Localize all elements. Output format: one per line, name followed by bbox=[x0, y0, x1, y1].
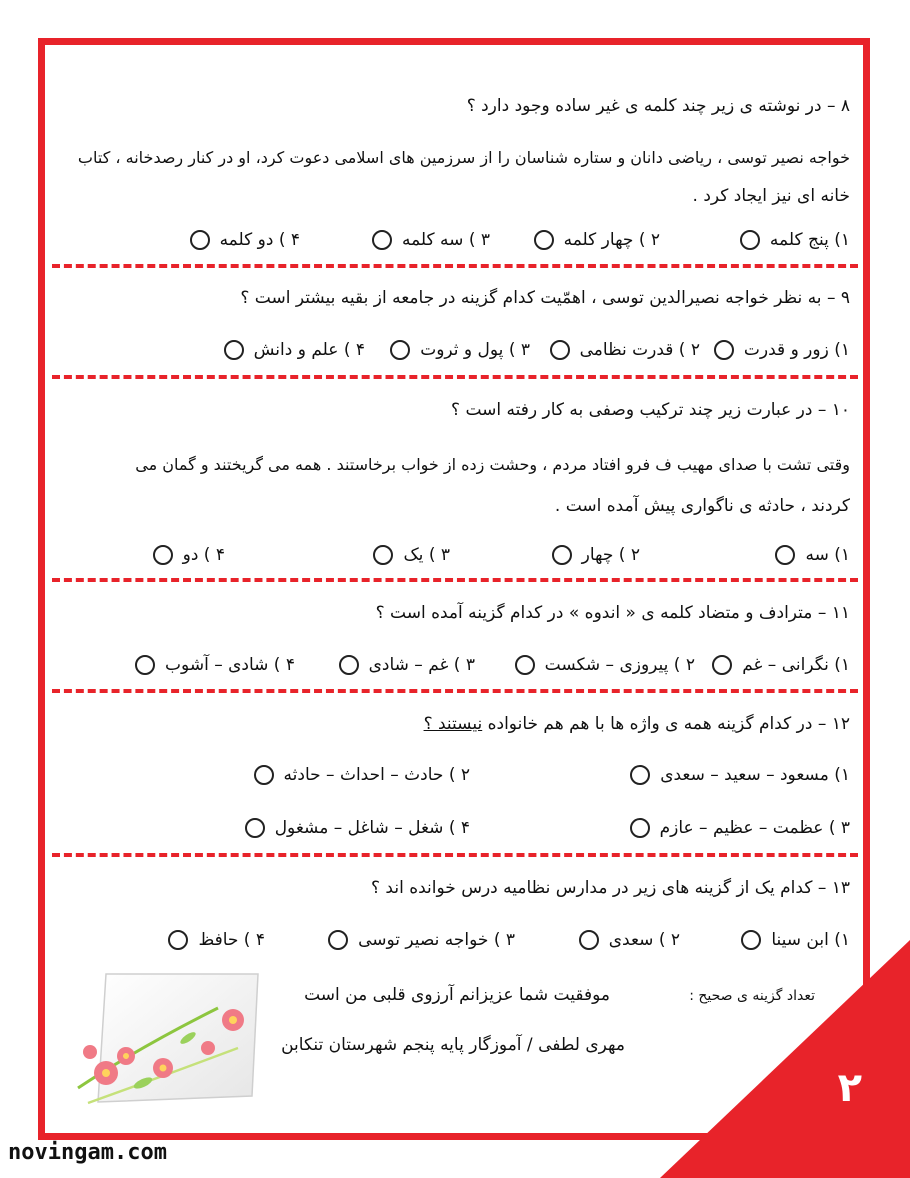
radio-circle[interactable] bbox=[153, 545, 173, 565]
q13-option-3[interactable] bbox=[328, 930, 515, 950]
radio-circle[interactable] bbox=[135, 655, 155, 675]
separator bbox=[52, 264, 858, 268]
radio-circle[interactable] bbox=[245, 818, 265, 838]
q10-option-3[interactable] bbox=[373, 545, 450, 565]
radio-circle[interactable] bbox=[373, 545, 393, 565]
q9-option-2[interactable] bbox=[550, 340, 700, 360]
q8-option-3[interactable] bbox=[372, 230, 490, 250]
q8-passage-line1: خواجه نصیر توسی ، ریاضی دانان و ستاره شناسان را از سرزمین های اسلامی دعوت کرد، او در کنار رصدخانه ، کتاب bbox=[77, 148, 850, 167]
flower-card-illustration bbox=[68, 968, 268, 1113]
q10-option-2[interactable] bbox=[552, 545, 640, 565]
q9-question: ۹ – به نظر خواجه نصیرالدین توسی ، اهمّیت کدام گزینه در جامعه از بقیه بیشتر است ؟ bbox=[240, 288, 850, 308]
radio-circle[interactable] bbox=[190, 230, 210, 250]
option-label: ۱) سه bbox=[805, 545, 850, 565]
q12-question-main: ۱۲ – در کدام گزینه همه ی واژه ها با هم هم خانواده bbox=[487, 714, 850, 734]
option-label: ۲ ) قدرت نظامی bbox=[579, 340, 700, 360]
q12-option-3[interactable] bbox=[630, 818, 850, 838]
radio-circle[interactable] bbox=[550, 340, 570, 360]
q12-option-4[interactable] bbox=[245, 818, 470, 838]
option-label: ۲ ) پیروزی – شکست bbox=[544, 655, 695, 675]
q10-question: ۱۰ – در عبارت زیر چند ترکیب وصفی به کار رفته است ؟ bbox=[451, 400, 850, 420]
option-label: ۱) ابن سینا bbox=[771, 930, 850, 950]
radio-circle[interactable] bbox=[740, 230, 760, 250]
radio-circle[interactable] bbox=[630, 818, 650, 838]
q13-option-4[interactable] bbox=[168, 930, 265, 950]
q8-option-4[interactable] bbox=[190, 230, 300, 250]
q13-option-1[interactable] bbox=[741, 930, 850, 950]
radio-circle[interactable] bbox=[552, 545, 572, 565]
option-label: ۱) پنج کلمه bbox=[769, 230, 850, 250]
radio-circle[interactable] bbox=[224, 340, 244, 360]
option-label: ۳ ) یک bbox=[403, 545, 450, 565]
option-label: ۲ ) سعدی bbox=[608, 930, 680, 950]
option-label: ۴ ) دو کلمه bbox=[219, 230, 300, 250]
option-label: ۱) مسعود – سعید – سعدی bbox=[660, 765, 850, 785]
option-label: ۲ ) حادث – احداث – حادثه bbox=[283, 765, 470, 785]
q9-option-1[interactable] bbox=[714, 340, 850, 360]
option-label: ۳ ) پول و ثروت bbox=[420, 340, 530, 360]
radio-circle[interactable] bbox=[515, 655, 535, 675]
q9-option-4[interactable] bbox=[224, 340, 365, 360]
radio-circle[interactable] bbox=[390, 340, 410, 360]
radio-circle[interactable] bbox=[534, 230, 554, 250]
separator bbox=[52, 375, 858, 379]
correct-count-label: تعداد گزینه ی صحیح : bbox=[689, 988, 815, 1004]
radio-circle[interactable] bbox=[168, 930, 188, 950]
option-label: ۴ ) دو bbox=[182, 545, 225, 565]
option-label: ۳ ) خواجه نصیر توسی bbox=[358, 930, 515, 950]
corner-triangle bbox=[660, 940, 910, 1178]
q11-option-4[interactable] bbox=[135, 655, 295, 675]
radio-circle[interactable] bbox=[741, 930, 761, 950]
q11-question: ۱۱ – مترادف و متضاد کلمه ی « اندوه » در کدام گزینه آمده است ؟ bbox=[375, 603, 850, 623]
q8-option-1[interactable] bbox=[740, 230, 850, 250]
q13-question: ۱۳ – کدام یک از گزینه های زیر در مدارس نظامیه درس خوانده اند ؟ bbox=[371, 878, 850, 898]
radio-circle[interactable] bbox=[372, 230, 392, 250]
page-number: ۲ bbox=[837, 1065, 862, 1111]
option-label: ۳ ) عظمت – عظیم – عازم bbox=[659, 818, 850, 838]
q12-option-1[interactable] bbox=[630, 765, 850, 785]
q9-option-3[interactable] bbox=[390, 340, 530, 360]
option-label: ۱) نگرانی – غم bbox=[742, 655, 850, 675]
q10-passage-line2: کردند ، حادثه ی ناگواری پیش آمده است . bbox=[554, 496, 850, 516]
radio-circle[interactable] bbox=[775, 545, 795, 565]
author-text: مهری لطفی / آموزگار پایه پنجم شهرستان تنکابن bbox=[281, 1035, 625, 1055]
q12-question bbox=[424, 714, 850, 734]
wish-text: موفقیت شما عزیزانم آرزوی قلبی من است bbox=[304, 985, 610, 1005]
separator bbox=[52, 689, 858, 693]
q13-option-2[interactable] bbox=[579, 930, 680, 950]
q8-passage-line2: خانه ای نیز ایجاد کرد . bbox=[692, 186, 850, 206]
radio-circle[interactable] bbox=[254, 765, 274, 785]
option-label: ۴ ) شغل – شاغل – مشغول bbox=[274, 818, 470, 838]
option-label: ۳ ) سه کلمه bbox=[401, 230, 490, 250]
q11-option-2[interactable] bbox=[515, 655, 695, 675]
option-label: ۲ ) چهار کلمه bbox=[563, 230, 660, 250]
radio-circle[interactable] bbox=[712, 655, 732, 675]
option-label: ۱) زور و قدرت bbox=[743, 340, 850, 360]
q12-question-underlined: نیستند ؟ bbox=[423, 714, 483, 734]
option-label: ۲ ) چهار bbox=[581, 545, 640, 565]
option-label: ۴ ) حافظ bbox=[198, 930, 265, 950]
q10-option-4[interactable] bbox=[153, 545, 225, 565]
separator bbox=[52, 853, 858, 857]
q11-option-1[interactable] bbox=[712, 655, 850, 675]
radio-circle[interactable] bbox=[630, 765, 650, 785]
q12-option-2[interactable] bbox=[254, 765, 470, 785]
q8-option-2[interactable] bbox=[534, 230, 660, 250]
separator bbox=[52, 578, 858, 582]
radio-circle[interactable] bbox=[328, 930, 348, 950]
option-label: ۴ ) علم و دانش bbox=[253, 340, 365, 360]
q10-option-1[interactable] bbox=[775, 545, 850, 565]
radio-circle[interactable] bbox=[714, 340, 734, 360]
q8-question: ۸ – در نوشته ی زیر چند کلمه ی غیر ساده وجود دارد ؟ bbox=[466, 96, 850, 116]
q11-option-3[interactable] bbox=[339, 655, 475, 675]
option-label: ۳ ) غم – شادی bbox=[368, 655, 475, 675]
radio-circle[interactable] bbox=[579, 930, 599, 950]
radio-circle[interactable] bbox=[339, 655, 359, 675]
option-label: ۴ ) شادی – آشوب bbox=[165, 655, 295, 675]
q10-passage-line1: وقتی تشت با صدای مهیب ف فرو افتاد مردم ، وحشت زده از خواب برخاستند . همه می گریختند و گمان می bbox=[135, 455, 850, 474]
website-footer[interactable]: novingam.com bbox=[8, 1140, 167, 1165]
